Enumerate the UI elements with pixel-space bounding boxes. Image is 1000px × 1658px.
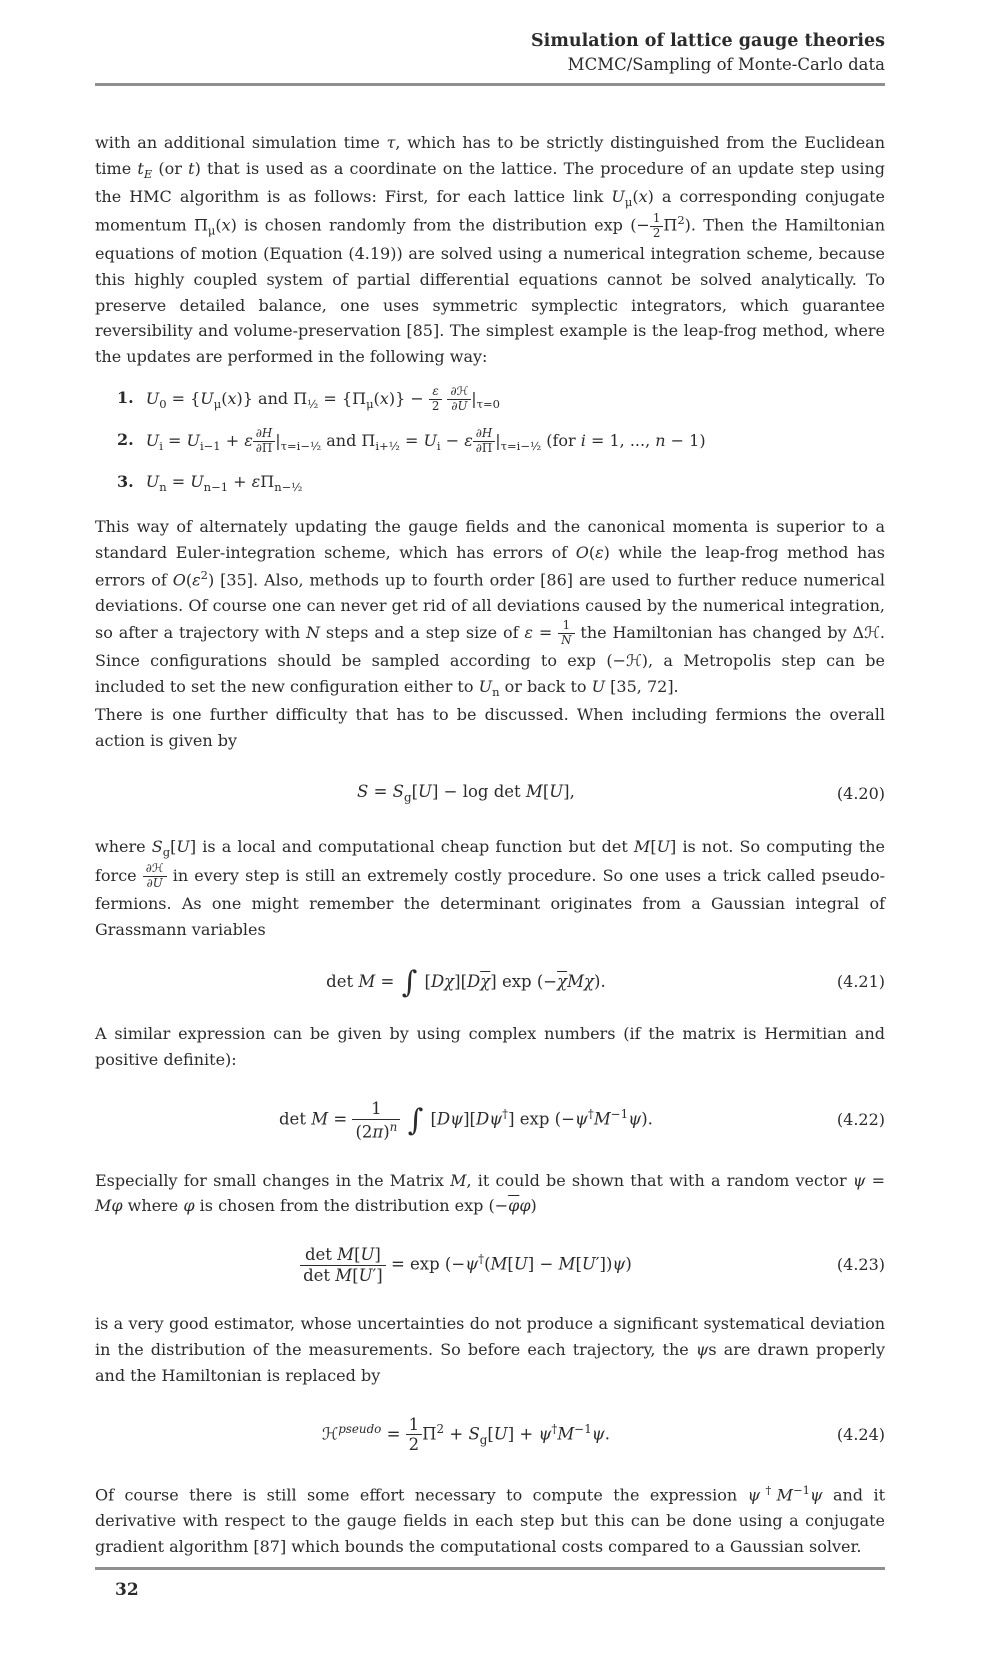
equation-number: (4.22) xyxy=(836,1110,885,1130)
list-item xyxy=(95,469,885,497)
equation-body: ℋ$^{pseudo}$ = $\frac{1}{2}$ $\Pi^2 + S_g[U] + \psi^\dagger M^{-1}\psi$. xyxy=(321,1414,610,1455)
equation-number: (4.21) xyxy=(836,971,885,991)
equation-body: $S = S_g[U] - \log \det M[U]$, xyxy=(357,782,575,805)
equation-body: $\frac{\text{det M[U]}}{\text{det M[U′]}}$ = exp (−ψ†(M[U] − M[U′])ψ) xyxy=(95,1245,837,1285)
list-item-marker: 2. xyxy=(117,430,134,450)
equation-4-20 xyxy=(95,779,885,808)
equation-number: (4.20) xyxy=(836,783,885,803)
leapfrog-step-list xyxy=(95,385,885,497)
equation-body: det M = $\frac{1}{(2\pi)^n}$ ∫ [Dψ][Dψ†] $\exp (-\psi^\dagger M^{-1}\psi)$. xyxy=(279,1099,653,1142)
paragraph-estimator: is a very good estimator, whose uncertainties do not produce a significant systematical deviation in the distribution of the measurements. So before each trajectory, the ψs are drawn properly and the Hamiltonian is replaced by xyxy=(95,1314,886,1386)
paragraph-fermion-difficulty: There is one further difficulty that has to be discussed. When including fermions the overall action is given by xyxy=(95,704,885,750)
paragraph-complex-numbers: A similar expression can be given by using complex numbers (if the matrix is Hermitian and positive definite): xyxy=(95,1024,885,1070)
paragraph-small-changes: Especially for small changes in the Matrix M, it could be shown that with a random vector ψ = Mφ where φ is chosen from the distribution $\exp (-\overline{\varphi}\varphi)$ xyxy=(95,1170,886,1216)
equation-number: (4.24) xyxy=(836,1424,885,1444)
paragraph-conjugate-gradient: Of course there is still some effort necessary to compute the expression $\psi^\dagger M^{-1}\psi$ and it derivative with respect to the gauge fields in each step but this can be done using a conjugate gradient algorithm [87] which bounds the computational costs compared to a Gaussian solver. xyxy=(95,1482,886,1557)
equation-4-21 xyxy=(95,964,885,1000)
list-item xyxy=(95,427,885,456)
paragraph-leapfrog-errors: This way of alternately updating the gauge fields and the canonical momenta is superior to a standard Euler-integration scheme, which has errors of O(ε) while the leap-frog method has errors of $O(\varepsilon^2)$ [35]. Also, methods up to fourth order [86] are used to further reduce numerical deviations. Of course one can never get rid of all deviations caused by the numerical integration, so after a trajectory with N steps and a step size of ε = $\frac{1}{N}$ the Hamiltonian has changed by Δℋ. Since configurations should be sampled according to exp (−ℋ), a Metropolis step can be included to set the new configuration either to $U_n$ or back to U [35, 72]. xyxy=(95,516,886,699)
page-number: 32 xyxy=(115,1579,139,1600)
footer-rule xyxy=(95,1567,885,1570)
equation-number: (4.23) xyxy=(836,1255,885,1275)
header-rule xyxy=(95,83,885,86)
equation-body: det M = ∫ $[D\chi][D\overline{\chi}]$ $\exp (-\overline{\chi}M\chi)$. xyxy=(326,964,606,1000)
page-header xyxy=(95,30,885,86)
equation-4-22 xyxy=(95,1099,885,1141)
equation-4-24 xyxy=(95,1415,885,1455)
header-subtitle: MCMC/Sampling of Monte-Carlo data xyxy=(567,54,885,74)
list-item xyxy=(95,385,885,414)
page-body xyxy=(95,130,885,1560)
paragraph-hmc-intro: with an additional simulation time τ, which has to be strictly distinguished from the Euclidean time $t_E$ (or t) that is used as a coordinate on the lattice. The procedure of an update step using the HMC algorithm is as follows: First, for each lattice link $U_\mu(x)$ a corresponding conjugate momentum $\Pi_\mu(x)$ is chosen randomly from the distribution exp (− $\frac{1}{2}$ $\Pi^2$). Then the Hamiltonian equations of motion (Equation (4.19)) are solved using a numerical integration scheme, because this highly coupled system of partial differential equations cannot be solved analytically. To preserve detailed balance, one uses symmetric symplectic integrators, which guarantee reversibility and volume-preservation [85]. The simplest example is the leap-frog method, where the updates are performed in the following way: xyxy=(95,132,886,367)
list-item-equation: $U_i = U_{i-1} + \varepsilon$ $\frac{\partial H}{\partial\Pi}$ $|_{\tau=i-\frac{1}{2}}$ and $\Pi_{i+\frac{1}{2}} = U_i - \varepsilon$ $\frac{\partial H}{\partial\Pi}$ $|_{\tau=i-\frac{1}{2}}$ (for i = 1, ..., n − 1) xyxy=(145,426,706,456)
list-item-equation: $U_n = U_{n-1} + \varepsilon\Pi_{n-\frac{1}{2}}$ xyxy=(145,472,303,495)
paragraph-pseudo-fermions: where $S_g[U]$ is a local and computational cheap function but det M[U] is not. So computing the force $\frac{\text{∂ℋ}}{\partial U}$ in every step is still an extremely costly procedure. So one uses a trick called pseudo-fermions. As one might remember the determinant originates from a Gaussian integral of Grassmann variables xyxy=(95,836,886,939)
list-item-equation: $U_0 = \{U_\mu(x)\}$ and $\Pi_{\frac{1}{2}} = \{\Pi_\mu(x)\}$ − $\frac{\varepsilon}{2}$ $\frac{\text{∂ℋ}}{\partial U}$ $|_{\tau=0}$ xyxy=(145,384,501,414)
list-item-marker: 3. xyxy=(117,472,134,492)
list-item-marker: 1. xyxy=(117,388,134,408)
header-title: Simulation of lattice gauge theories xyxy=(531,31,885,51)
equation-4-23 xyxy=(95,1245,885,1285)
page-footer xyxy=(95,1560,885,1658)
